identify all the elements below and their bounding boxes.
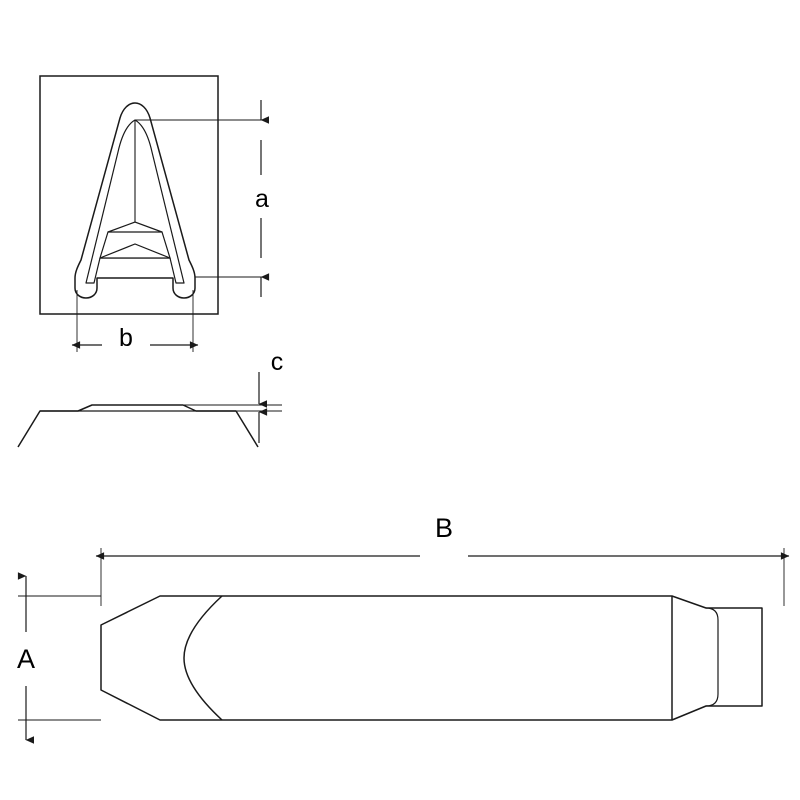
section-view-profile — [18, 348, 283, 447]
front-view-letter-a — [40, 76, 269, 352]
dim-label-a: a — [255, 185, 269, 213]
side-view-punch-body — [17, 513, 789, 740]
punch-body-outline — [101, 596, 762, 720]
dim-label-b: b — [119, 324, 133, 352]
dim-label-c: c — [270, 348, 284, 376]
dim-label-B: B — [434, 513, 454, 543]
dim-label-A: A — [16, 644, 36, 674]
